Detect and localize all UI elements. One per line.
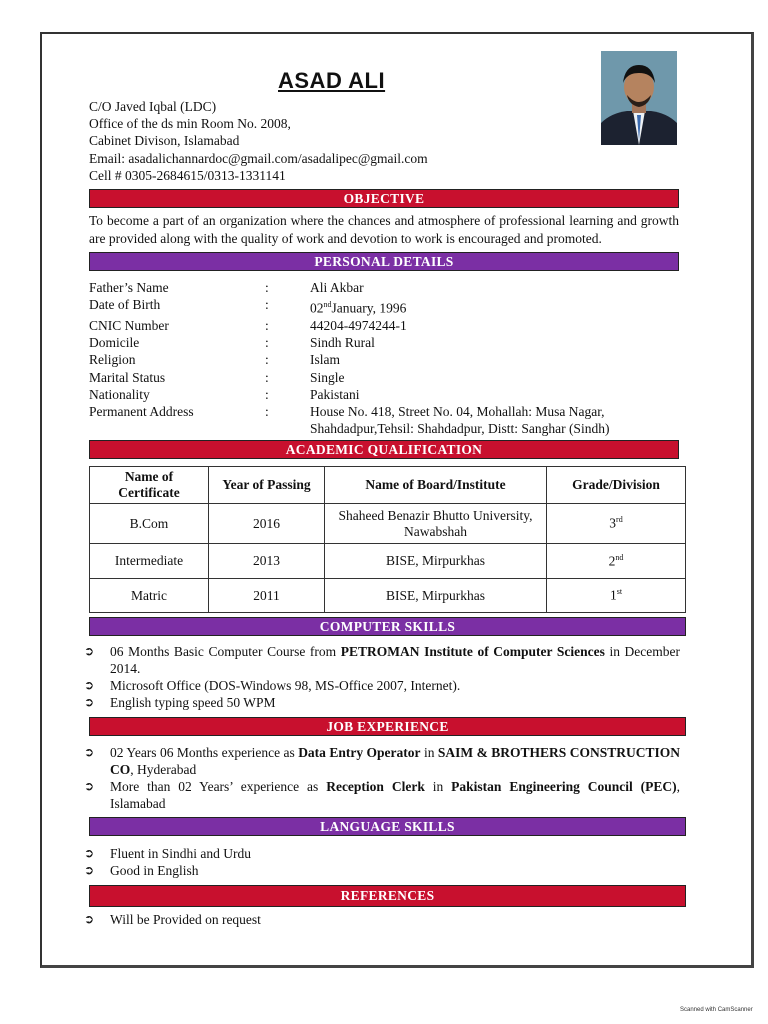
section-heading-computer-skills: COMPUTER SKILLS	[89, 617, 686, 636]
table-cell: 2016	[209, 504, 325, 544]
section-heading-personal-details: PERSONAL DETAILS	[89, 252, 679, 271]
computer-skills-list	[84, 643, 680, 711]
colon: :	[265, 297, 269, 313]
list-item: ➲ Will be Provided on request	[84, 912, 261, 927]
address-line: Cabinet Divison, Islamabad	[89, 133, 240, 149]
table-row	[90, 504, 686, 544]
personal-row	[89, 386, 640, 403]
arrow-bullet-icon: ➲	[84, 912, 95, 926]
table-cell: BISE, Mirpurkhas	[325, 544, 547, 579]
column-header: Name of Board/Institute	[325, 467, 547, 504]
field-label: Nationality	[89, 386, 150, 402]
list-item: ➲ More than 02 Years’ experience as Reception Clerk in Pakistan Engineering Council (PEC), Islamabad	[84, 779, 680, 811]
table-cell: BISE, Mirpurkhas	[325, 579, 547, 613]
profile-photo	[601, 51, 677, 145]
section-heading-job-experience: JOB EXPERIENCE	[89, 717, 686, 736]
table-cell: 2nd	[547, 544, 686, 579]
field-value: House No. 418, Street No. 04, Mohallah: Musa Nagar, Shahdadpur,Tehsil: Shahdadpur, Distt: Sanghar (Sindh)	[310, 403, 610, 437]
personal-details-list	[89, 279, 640, 437]
field-value: Pakistani	[310, 386, 360, 402]
table-row	[90, 579, 686, 613]
list-item: ➲ 06 Months Basic Computer Course from PETROMAN Institute of Computer Sciences in December 2014.	[84, 644, 681, 676]
section-heading-language-skills: LANGUAGE SKILLS	[89, 817, 686, 836]
personal-row	[89, 296, 640, 317]
list-item: ➲ 02 Years 06 Months experience as Data Entry Operator in SAIM & BROTHERS CONSTRUCTION CO, Hyderabad	[84, 745, 680, 777]
personal-row	[89, 279, 640, 296]
field-label: Marital Status	[89, 369, 166, 385]
field-value: Sindh Rural	[310, 335, 375, 351]
address-line: C/O Javed Iqbal (LDC)	[89, 99, 217, 114]
table-cell: B.Com	[90, 504, 209, 544]
column-header: Year of Passing	[209, 467, 325, 504]
section-heading-references: REFERENCES	[89, 885, 686, 907]
personal-row	[89, 334, 640, 351]
table-cell: Matric	[90, 579, 209, 613]
field-label: Permanent Address	[89, 403, 194, 419]
cell-line: Cell # 0305-2684615/0313-1331141	[89, 167, 286, 183]
arrow-bullet-icon: ➲	[84, 846, 95, 860]
field-value: Islam	[310, 352, 340, 368]
table-cell: 2011	[209, 579, 325, 613]
field-label: CNIC Number	[89, 317, 169, 333]
table-cell: 1st	[547, 579, 686, 613]
language-skills-list	[84, 845, 680, 879]
table-header-row	[90, 467, 686, 504]
arrow-bullet-icon: ➲	[84, 745, 95, 759]
email-line: Email: asadalichannardoc@gmail.com/asadalipec@gmail.com	[89, 150, 428, 166]
colon: :	[265, 403, 269, 419]
list-item: ➲ English typing speed 50 WPM	[84, 695, 276, 710]
column-header: Name of Certificate	[90, 467, 209, 504]
colon: :	[265, 369, 269, 385]
section-heading-academic: ACADEMIC QUALIFICATION	[89, 440, 679, 459]
column-header: Grade/Division	[547, 467, 686, 504]
section-heading-objective: OBJECTIVE	[89, 189, 679, 208]
field-label: Religion	[89, 352, 136, 368]
colon: :	[265, 335, 269, 351]
table-row	[90, 544, 686, 579]
arrow-bullet-icon: ➲	[84, 779, 95, 793]
personal-row	[89, 369, 640, 386]
field-value: 44204-4974244-1	[310, 317, 407, 333]
objective-text: To become a part of an organization where the chances and atmosphere of professional learning and growth are provided along with the quality of work and devotion to work is encouraged and promoted.	[89, 213, 679, 246]
field-label: Date of Birth	[89, 297, 161, 313]
table-cell: 2013	[209, 544, 325, 579]
table-cell: 3rd	[547, 504, 686, 544]
colon: :	[265, 280, 269, 295]
job-experience-list	[84, 744, 680, 812]
table-cell: Intermediate	[90, 544, 209, 579]
table-cell: Shaheed Benazir Bhutto University, Nawabshah	[325, 504, 547, 544]
arrow-bullet-icon: ➲	[84, 863, 95, 877]
field-value: 02ndJanuary, 1996	[310, 300, 407, 316]
list-item: ➲ Fluent in Sindhi and Urdu	[84, 846, 251, 861]
address-line: Office of the ds min Room No. 2008,	[89, 116, 291, 132]
arrow-bullet-icon: ➲	[84, 678, 95, 692]
list-item: ➲ Microsoft Office (DOS-Windows 98, MS-Office 2007, Internet).	[84, 678, 461, 693]
candidate-name: ASAD ALI	[278, 68, 386, 93]
contact-address-block	[89, 98, 428, 184]
field-value: Single	[310, 369, 345, 385]
field-label: Domicile	[89, 335, 140, 351]
colon: :	[265, 317, 269, 333]
arrow-bullet-icon: ➲	[84, 695, 95, 709]
colon: :	[265, 386, 269, 402]
field-value: Ali Akbar	[310, 280, 364, 295]
arrow-bullet-icon: ➲	[84, 644, 95, 658]
field-label: Father’s Name	[89, 280, 169, 295]
list-item: ➲ Good in English	[84, 863, 199, 878]
personal-row	[89, 351, 640, 368]
scanner-watermark: Scanned with CamScanner	[680, 1007, 753, 1013]
personal-row	[89, 317, 640, 334]
personal-row	[89, 403, 640, 437]
academic-table	[89, 466, 686, 613]
colon: :	[265, 352, 269, 368]
references-list	[84, 911, 680, 928]
